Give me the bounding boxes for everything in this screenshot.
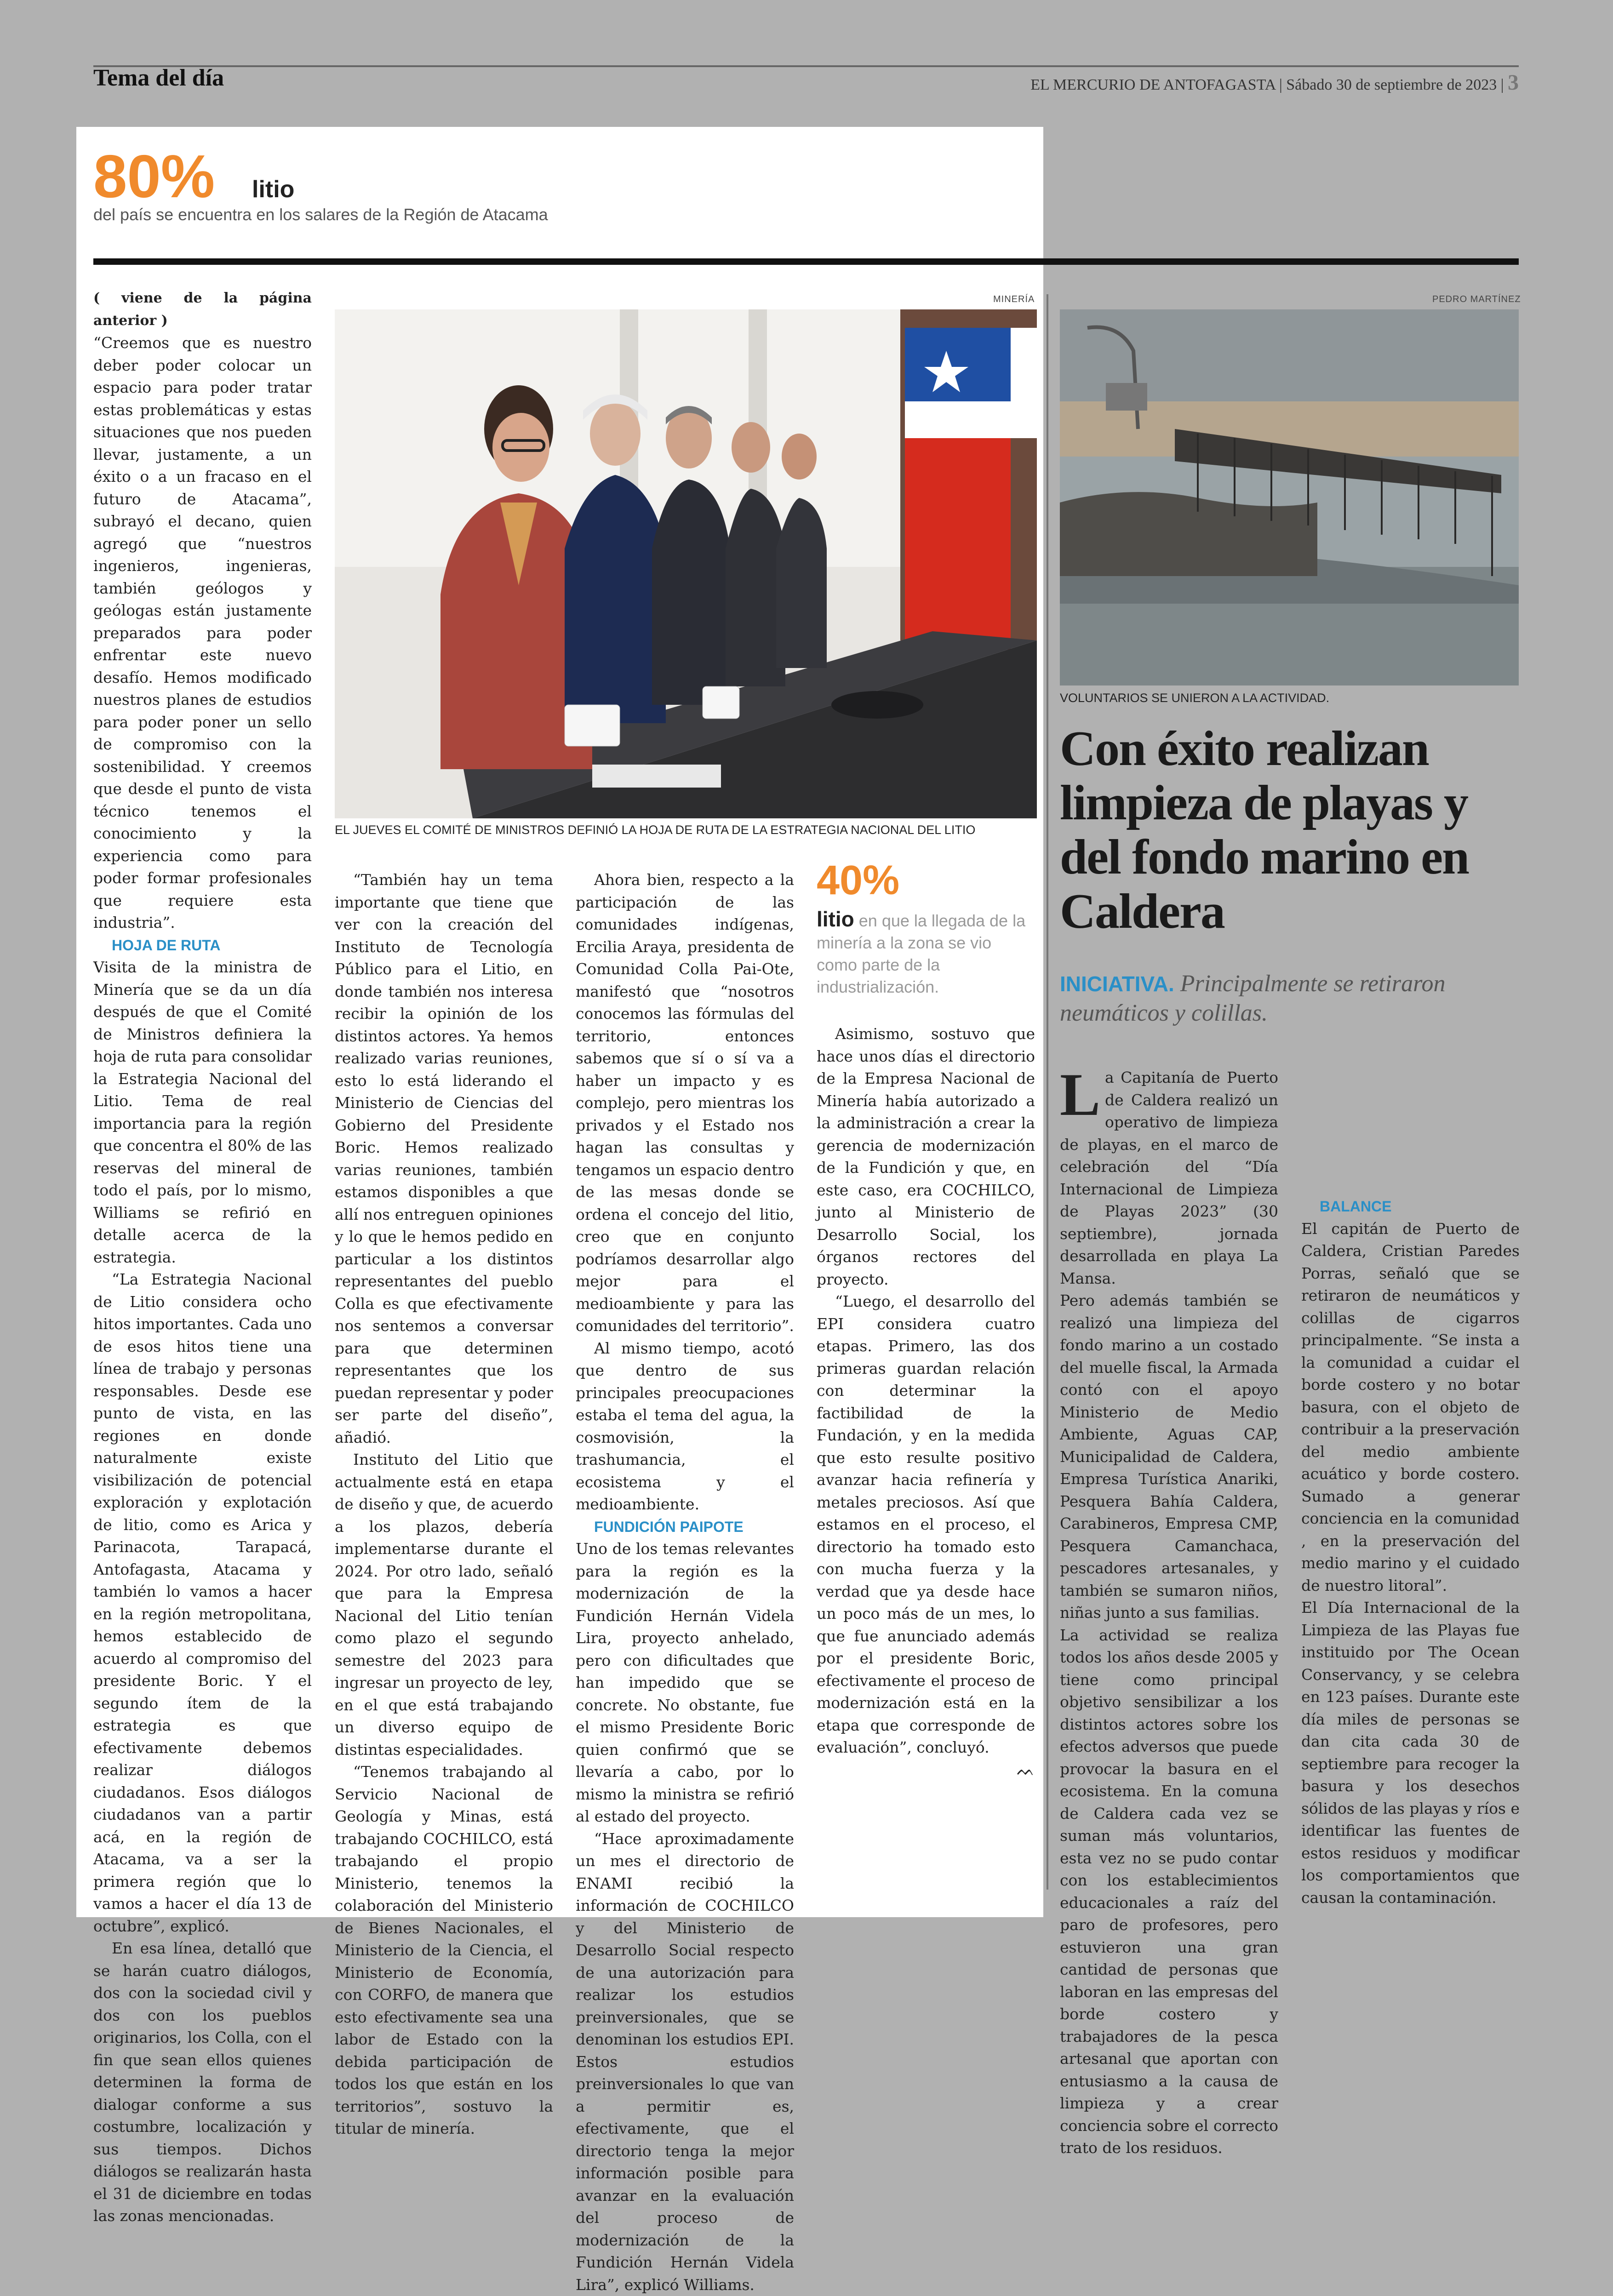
issue-date: Sábado 30 de septiembre de 2023 (1286, 76, 1497, 93)
paragraph: “Hace aproximadamente un mes el directorio de ENAMI recibió la información de COCHILCO y del Ministerio de Desarrollo Social respecto de una autorización para realizar los estudios preinversionales, que se denominan los estudios EPI. Estos estudios preinversionales lo que van a permitir es, efectivamente, que el directorio tenga la mejor información posible para avanzar en la evaluación del proceso de modernización de la Fundición Hernán Videla Lira”, explicó Williams. (576, 1828, 794, 2296)
section-divider (93, 258, 1519, 265)
subheading-fundicion-paipote: FUNDICIÓN PAIPOTE (576, 1516, 794, 1538)
end-mark-glyph: ᨓ (1017, 1761, 1035, 1778)
article1-column-2 (335, 869, 553, 2140)
paragraph: En esa línea, detalló que se harán cuatro diálogos, dos con la sociedad civil y dos con los pueblos originarios, los Colla, con el fin que sean ellos quienes determinen la forma de dialogar conforme a sus costumbre, localización y sus tiempos. Dichos diálogos se realizarán hasta el 31 de diciembre en todas las zonas mencionadas. (93, 1937, 312, 2227)
paragraph: “La Estrategia Nacional de Litio considera ocho hitos importantes. Cada uno de esos hitos tiene una línea de trabajo y personas responsables. Desde ese punto de vista, en las regiones en donde naturalmente existe visibilización de potencial exploración y explotación de litio, como es Arica y Parinacota, Tarapacá, Antofagasta, Atacama y también lo vamos a hacer en la región metropolitana, hemos establecido de acuerdo al compromiso del presidente Boric. Y el segundo ítem de la estrategia es que efectivamente debemos realizar diálogos ciudadanos. Esos diálogos ciudadanos van a partir acá, en la región de Atacama, va a ser la primera región que lo vamos a hacer el día 13 de octubre”, explicó. (93, 1268, 312, 1937)
stat-percentage: 80% (93, 146, 215, 207)
paragraph: El capitán de Puerto de Caldera, Cristian Paredes Porras, señaló que se retiraron de neumáticos y colillas de cigarros principalmente. “Se insta a la comunidad a cuidar el borde costero y no botar basura, con el objeto de contribuir a la preservación del medio ambiente acuático y borde costero. Sumado a generar conciencia en la comunidad , en la preservación del medio marino y el cuidado de nuestro litoral”. (1301, 1218, 1520, 1597)
photo-credit-2: PEDRO MARTÍNEZ (1432, 294, 1521, 305)
page-number: 3 (1508, 70, 1519, 95)
lede-text: Principalmente se retiraron neumáticos y colillas. (1060, 971, 1445, 1026)
paragraph: “Tenemos trabajando al Servicio Nacional de Geología y Minas, está trabajando COCHILCO, está trabajando el propio Ministerio, tenemos la colaboración del Ministerio de Bienes Nacionales, el Ministerio de la Ciencia, el Ministerio de Economía, con CORFO, de manera que esto efectivamente sea una labor de Estado con la debida participación de todos los que están en los territorios”, sostuvo la titular de minería. (335, 1761, 553, 2140)
photo-caption: EL JUEVES EL COMITÉ DE MINISTROS DEFINIÓ LA HOJA DE RUTA DE LA ESTRATEGIA NACIONAL DEL LITIO (335, 823, 975, 837)
stat-description: del país se encuentra en los salares de la Región de Atacama (93, 205, 548, 224)
article2-headline: Con éxito realizan limpieza de playas y del fondo marino en Caldera (1060, 722, 1520, 939)
subheading-balance: BALANCE (1301, 1195, 1520, 1218)
article2-column-2 (1301, 1067, 1520, 1909)
paragraph: “Luego, el desarrollo del EPI considera cuatro etapas. Primero, las dos primeras guardan relación con determinar la factibilidad de la Fundación, y en la medida que esto resulte positivo avanzar hacia refinería y metales preciosos. Así que estamos en el proceso, el directorio ha tomado esto con mucha fuerza y la verdad que ya desde hace un poco más de un mes, lo que fue anunciado además por el presidente Boric, efectivamente el proceso de modernización está en la etapa que corresponde de evaluación”, concluyó. (817, 1291, 1035, 1759)
paragraph: El Día Internacional de la Limpieza de las Playas fue instituido por The Ocean Conservancy, y se celebra en 123 países. Durante este día miles de personas se dan cita cada 30 de septiembre para recoger la basura y los desechos sólidos de las playas y ríos e identificar las fuentes de estos residuos y modificar los comportamientos que causan la contaminación. (1301, 1597, 1520, 1909)
ministers-meeting-photo (335, 309, 1037, 818)
paragraph: Uno de los temas relevantes para la región es la modernización de la Fundición Hernán Videla Lira, proyecto anhelado, pero con dificultades que han impedido que se concrete. No obstante, fue el mismo Presidente Boric quien confirmó que se llevaría a cabo, por lo mismo la ministra se refirió al estado del proyecto. (576, 1538, 794, 1828)
caldera-pier-photo (1060, 309, 1519, 685)
publication-name: EL MERCURIO DE ANTOFAGASTA (1030, 76, 1275, 93)
stat-percentage-2: 40% (817, 860, 899, 901)
stat-text-2: en que la llegada de la minería a la zona se vio como parte de la industrialización. (817, 911, 1025, 996)
paragraph-text: a Capitanía de Puerto de Caldera realizó un operativo de limpieza de playas, en el marco de celebración del “Día Internacional de Limpieza de Playas 2023” (30 septiembre), jornada desarrollada en playa La Mansa. (1060, 1068, 1278, 1287)
photo-caption-2: VOLUNTARIOS SE UNIERON A LA ACTIVIDAD. (1060, 691, 1329, 705)
drop-cap: L (1060, 1069, 1100, 1120)
article1-column-1 (93, 287, 312, 2227)
paragraph: Asimismo, sostuvo que hace unos días el directorio de la Empresa Nacional de Minería había autorizado a la administración a crear la gerencia de modernización de la Fundición y que, en este caso, era COCHILCO, junto al Ministerio de Desarrollo Social, los órganos rectores del proyecto. (817, 1023, 1035, 1291)
paragraph: Instituto del Litio que actualmente está en etapa de diseño y que, de acuerdo a los plazos, debería implementarse durante el 2024. Por otro lado, señaló que para la Empresa Nacional del Litio tenían como plazo el segundo semestre del 2023 para ingresar un proyecto de ley, en el que está trabajando un diverso equipo de distintas especialidades. (335, 1449, 553, 1761)
stat-label: litio (252, 176, 294, 203)
article1-column-3 (576, 869, 794, 2296)
lede-tag: INICIATIVA. (1060, 972, 1174, 996)
article1-column-4 (817, 1023, 1035, 1781)
article2-lede (1060, 969, 1520, 1028)
section-title: Tema del día (93, 64, 224, 91)
paragraph: La actividad se realiza todos los años desde 2005 y tiene como principal objetivo sensibilizar a los distintos actores sobre los efectos adversos que puede provocar la basura en el ecosistema. En la comuna de Caldera cada vez se suman más voluntarios, esta vez no se pudo contar con los establecimientos educacionales a raíz del paro de profesores, pero estuvieron una gran cantidad de personas que laboran en las empresas del borde costero y trabajadores de la pesca artesanal que aportan con entusiasmo a la causa de limpieza y a crear conciencia sobre el correcto trato de los residuos. (1060, 1624, 1278, 2159)
stat-description-2 (817, 908, 1035, 998)
photo-credit: MINERÍA (993, 294, 1035, 305)
masthead: EL MERCURIO DE ANTOFAGASTA | Sábado 30 de septiembre de 2023 | 3 (1030, 70, 1519, 95)
paragraph: Pero además también se realizó una limpieza del fondo marino a un costado del muelle fiscal, la Armada contó con el apoyo Ministerio de Medio Ambiente, Aguas CAP, Municipalidad de Caldera, Empresa Turística Anariki, Pesquera Bahía Caldera, Carabineros, Empresa CMP, Pesquera Camanchaca, pescadores artesanales, y también se sumaron niños, niñas junto a sus familias. (1060, 1290, 1278, 1624)
paragraph (1060, 1067, 1278, 1290)
subheading-hoja-de-ruta: HOJA DE RUTA (93, 934, 312, 957)
paragraph: “También hay un tema importante que tiene que ver con la creación del Instituto de Tecnología Público para el Litio, en donde también nos interesa recibir la opinión de los distintos actores. Ya hemos realizado varias reuniones, esto lo está liderando el Ministerio de Ciencias del Gobierno del Presidente Boric. Hemos realizado varias reuniones, también estamos disponibles a que allí nos entreguen opiniones y lo que le hemos pedido en particular a los distintos representantes del pueblo Colla es que efectivamente nos sentemos a conversar para que determinen representantes que los puedan representar y poder ser parte del diseño”, añadió. (335, 869, 553, 1449)
header-rule (93, 65, 1519, 67)
article2-column-1 (1060, 1067, 1278, 2159)
paragraph: Ahora bien, respecto a la participación de las comunidades indígenas, Ercilia Araya, presidenta de Comunidad Colla Pai-Ote, manifestó que “nosotros conocemos las fórmulas del territorio, entonces sabemos que sí o sí va a haber un impacto y es complejo, pero mientras los privados y el Estado nos hagan las consultas y tengamos un espacio dentro de las mesas donde se ordena el concejo del litio, creo que en conjunto podríamos desarrollar algo mejor para el medioambiente y para las comunidades del territorio”. (576, 869, 794, 1337)
paragraph: Visita de la ministra de Minería que se da un día después de que el Comité de Ministros definiera la hoja de ruta para consolidar la Estrategia Nacional del Litio. Tema de real importancia para la región que concentra el 80% de las reservas del mineral de todo el país, por lo mismo, Williams se refirió en detalle acerca de la estrategia. (93, 956, 312, 1268)
paragraph: “Creemos que es nuestro deber poder colocar un espacio para poder tratar estas problemáticas y estas situaciones que nos pueden llevar, justamente, a un éxito o a un fracaso en el futuro de Atacama”, subrayó el decano, quien agregó que “nuestros ingenieros, ingenieras, también geólogos y geólogas están justamente preparados para poder enfrentar este nuevo desafío. Hemos modificado nuestros planes de estudios para poder poner un sello de compromiso con la sostenibilidad. Y creemos que desde el punto de vista técnico tenemos el conocimiento y la experiencia como para poder formar profesionales que requiere esta industria”. (93, 332, 312, 934)
end-mark (817, 1759, 1035, 1782)
paragraph: Al mismo tiempo, acotó que dentro de sus principales preocupaciones estaba el tema del agua, la cosmovisión, la trashumancia, el ecosistema y el medioambiente. (576, 1337, 794, 1516)
column-divider (1047, 294, 1048, 1890)
continued-tag: ( viene de la página anterior ) (93, 287, 312, 332)
stat-label-2: litio (817, 907, 854, 931)
